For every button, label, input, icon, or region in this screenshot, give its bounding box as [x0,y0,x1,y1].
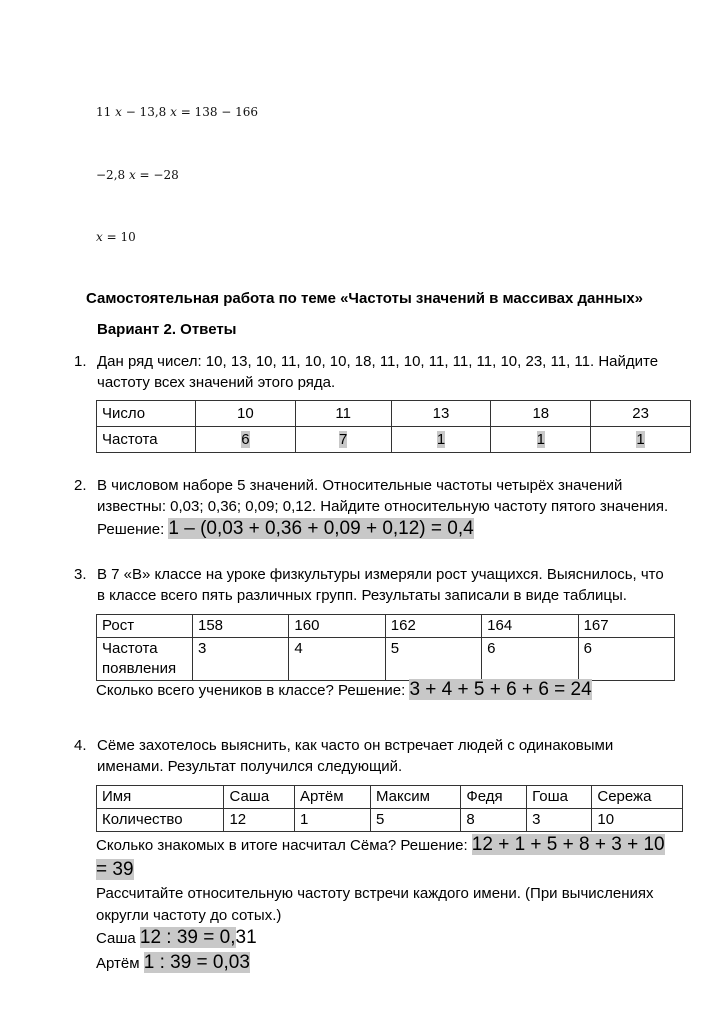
answer-line [96,950,250,977]
eq-var: x [128,168,136,182]
task-text: в классе всего пять различных групп. Результаты записали в виде таблицы. [97,587,627,604]
task-number: 3. [74,566,87,583]
solution-line [97,518,704,540]
table-cell: Число [97,401,196,427]
task-1 [74,351,704,393]
answer-highlight: 6 [241,430,250,448]
table-cell: 3 [193,638,289,681]
names-table [96,785,683,832]
table-cell: Имя [97,786,224,809]
table-row [97,786,683,809]
task-3 [74,564,704,606]
table-cell: 6 [578,638,674,681]
table-row [97,809,683,832]
table-cell: 164 [482,615,578,638]
height-table [96,614,675,681]
table-cell: 167 [578,615,674,638]
variant-heading: Вариант 2. Ответы [97,321,237,338]
table-cell: 13 [391,401,491,427]
table-cell: 12 [224,809,295,832]
table-cell [491,427,591,453]
equation-line-1 [96,105,258,119]
answer-highlight: 1 : 39 = 0,03 [143,952,250,973]
answer-highlight: 1 [436,430,446,448]
table-cell: Артём [295,786,371,809]
table-cell: Гоша [527,786,592,809]
table-cell [391,427,491,453]
table-cell: 4 [289,638,385,681]
task-text: Дан ряд чисел: 10, 13, 10, 11, 10, 10, 18, 11, 10, 11, 11, 11, 10, 23, 11, 11. Найдите [97,353,659,370]
document-title: Самостоятельная работа по теме «Частоты значений в массивах данных» [86,290,644,307]
eq-var: x [115,105,122,119]
question-text: Сколько знакомых в итоге насчитал Сёма? Решение: [96,837,472,854]
table-cell: Количество [97,809,224,832]
question-text: Сколько всего учеников в классе? Решение: [96,682,410,699]
table-cell: Частота [97,427,196,453]
table-cell: Саша [224,786,295,809]
table-row [97,401,691,427]
solution-label: Решение: [97,521,169,538]
answer-highlight: 12 : 39 = 0, [139,927,236,948]
solution-line [96,679,592,702]
table-cell: 1 [295,809,371,832]
table-cell [591,427,691,453]
task-4 [74,735,704,777]
table-cell: Максим [370,786,460,809]
table-cell [295,427,391,453]
table-cell: 8 [461,809,527,832]
cell-text: появления [102,660,177,677]
frequency-table [96,400,691,453]
table-cell: 6 [482,638,578,681]
task-text: В 7 «В» классе на уроке физкультуры измеряли рост учащихся. Выяснилось, что [97,566,664,583]
eq-text: − 13,8 [121,105,171,119]
eq-var: x [96,230,103,244]
table-row [97,638,675,681]
eq-text: = 138 − 166 [176,105,259,119]
answer-highlight: 1 [636,430,645,448]
answer-name: Артём [96,955,144,972]
table-cell: 11 [295,401,391,427]
instruction-text [96,883,654,927]
solution-highlight: 12 + 1 + 5 + 8 + 3 + 10 [471,834,665,855]
eq-text: −2,8 [96,168,129,182]
table-cell: Федя [461,786,527,809]
eq-var: x [170,105,177,119]
answer-line [96,925,257,952]
eq-text: = −28 [135,168,179,182]
equation-line-2 [96,168,179,182]
instruction-line: Рассчитайте относительную частоту встречи каждого имени. (При вычислениях [96,885,654,902]
answer-rest: 31 [235,927,257,948]
table-cell [196,427,296,453]
table-cell: 23 [591,401,691,427]
table-cell: 18 [491,401,591,427]
task-2 [74,475,704,540]
table-cell: 162 [385,615,481,638]
answer-highlight: 1 [536,430,545,448]
eq-text: = 10 [102,230,136,244]
table-cell: 10 [196,401,296,427]
solution-highlight: 3 + 4 + 5 + 6 + 6 = 24 [409,679,592,700]
table-cell: Сережа [592,786,683,809]
cell-text: Частота [102,640,158,657]
task-number: 2. [74,477,87,494]
table-cell: Рост [97,615,193,638]
solution-line [96,833,696,883]
table-cell: 10 [592,809,683,832]
task-text: В числовом наборе 5 значений. Относительные частоты четырёх значений [97,477,623,494]
table-cell: 160 [289,615,385,638]
task-text: именами. Результат получился следующий. [97,758,403,775]
solution-highlight: = 39 [96,859,134,880]
answer-name: Саша [96,930,140,947]
table-cell: 5 [370,809,460,832]
table-cell: 158 [193,615,289,638]
table-cell: 3 [527,809,592,832]
table-row [97,427,691,453]
table-cell [97,638,193,681]
eq-text: 11 [96,105,116,119]
task-text: известны: 0,03; 0,36; 0,09; 0,12. Найдите относительную частоту пятого значения. [97,498,669,515]
equation-line-3 [96,230,136,244]
task-number: 4. [74,737,87,754]
table-row [97,615,675,638]
task-text: Сёме захотелось выяснить, как часто он встречает людей с одинаковыми [97,737,614,754]
solution-highlight: 1 – (0,03 + 0,36 + 0,09 + 0,12) = 0,4 [168,518,474,539]
table-cell: 5 [385,638,481,681]
task-text: частоту всех значений этого ряда. [97,374,336,391]
instruction-line: округли частоту до сотых.) [96,907,282,924]
answer-highlight: 7 [339,430,348,448]
task-number: 1. [74,353,87,370]
